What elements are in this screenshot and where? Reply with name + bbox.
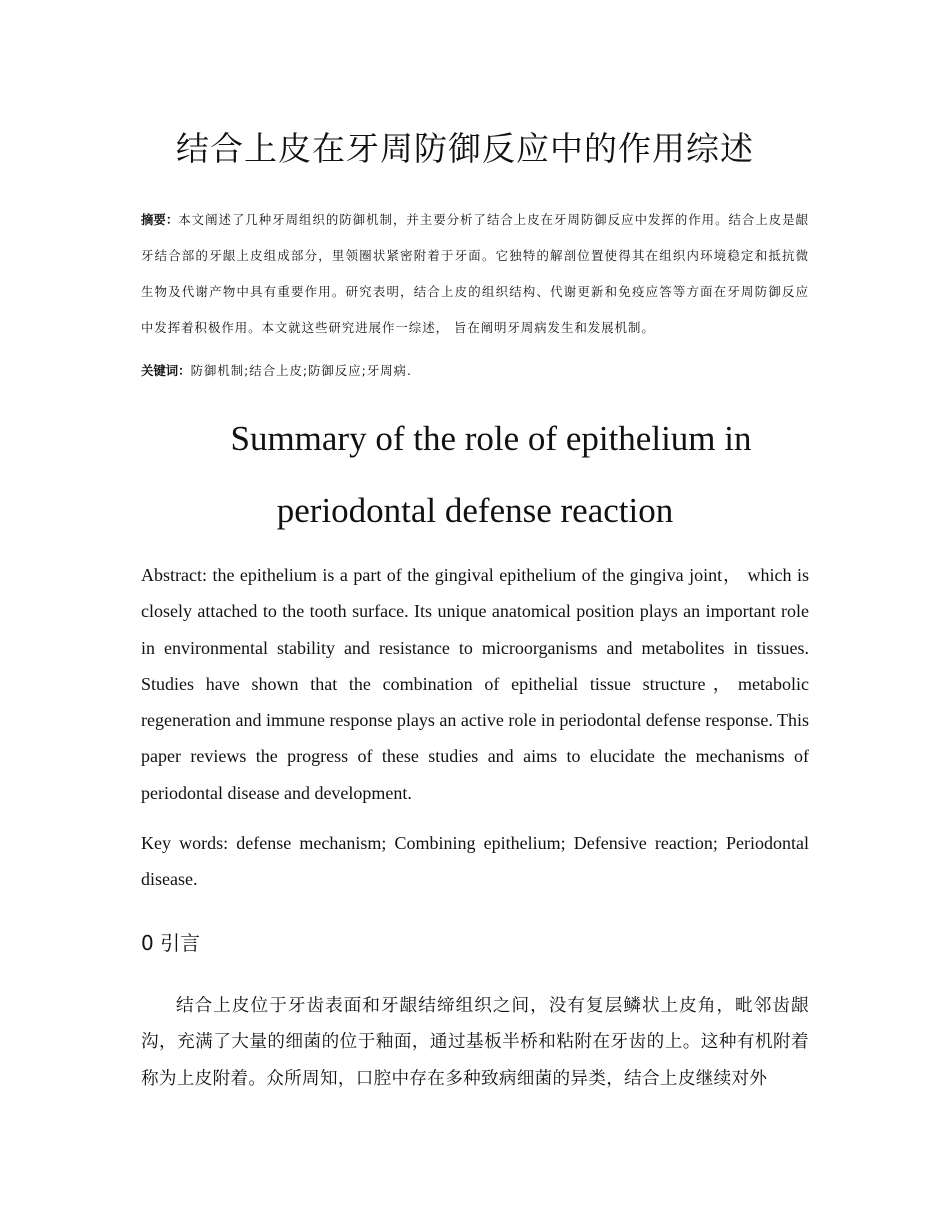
english-title-line-1: Summary of the role of epithelium in [230,419,752,458]
introduction-paragraph: 结合上皮位于牙齿表面和牙龈结缔组织之间，没有复层鳞状上皮角，毗邻齿龈沟，充满了大量的细菌的位于釉面，通过基板半桥和粘附在牙齿的上。这种有机附着称为上皮附着。众所周知，口腔中存在多种致病细菌的异类，结合上皮继续对外 [141,996,809,1089]
english-title [0,403,950,547]
chinese-title: 结合上皮在牙周防御反应中的作用综述 [176,129,754,168]
chinese-keywords-text: 防御机制;结合上皮;防御反应;牙周病. [190,363,412,378]
english-abstract: Abstract: the epithelium is a part of the gingival epithelium of the gingiva joint， which is closely attached to the tooth surface. Its unique anatomical position plays an important role in environmental stability and resistance to microorganisms and metabolites in tissues. Studies have shown that the combination of epithelial tissue structure，metabolic regeneration and immune response plays an active role in periodontal defense response. This paper reviews the progress of these studies and aims to elucidate the mechanisms of periodontal disease and development. [141,565,809,803]
chinese-abstract-text: 本文阐述了几种牙周组织的防御机制，并主要分析了结合上皮在牙周防御反应中发挥的作用。结合上皮是龈牙结合部的牙龈上皮组成部分，里领圈状紧密附着于牙面。它独特的解剖位置使得其在组织内环境稳定和抵抗微生物及代谢产物中具有重要作用。研究表明，结合上皮的组织结构、代谢更新和免疫应答等方面在牙周防御反应中发挥着积极作用。本文就这些研究进展作一综述， 旨在阐明牙周病发生和发展机制。 [141,212,810,335]
english-keywords: Key words: defense mechanism; Combining epithelium; Defensive reaction; Periodontal disease. [141,833,809,889]
chinese-keywords-label: 关键词： [141,363,191,378]
english-title-line-2: periodontal defense reaction [276,491,674,530]
chinese-abstract-label: 摘要： [141,212,179,227]
section-heading-introduction: 0 引言 [141,931,201,955]
chinese-keywords [141,356,809,386]
chinese-abstract [141,202,809,346]
